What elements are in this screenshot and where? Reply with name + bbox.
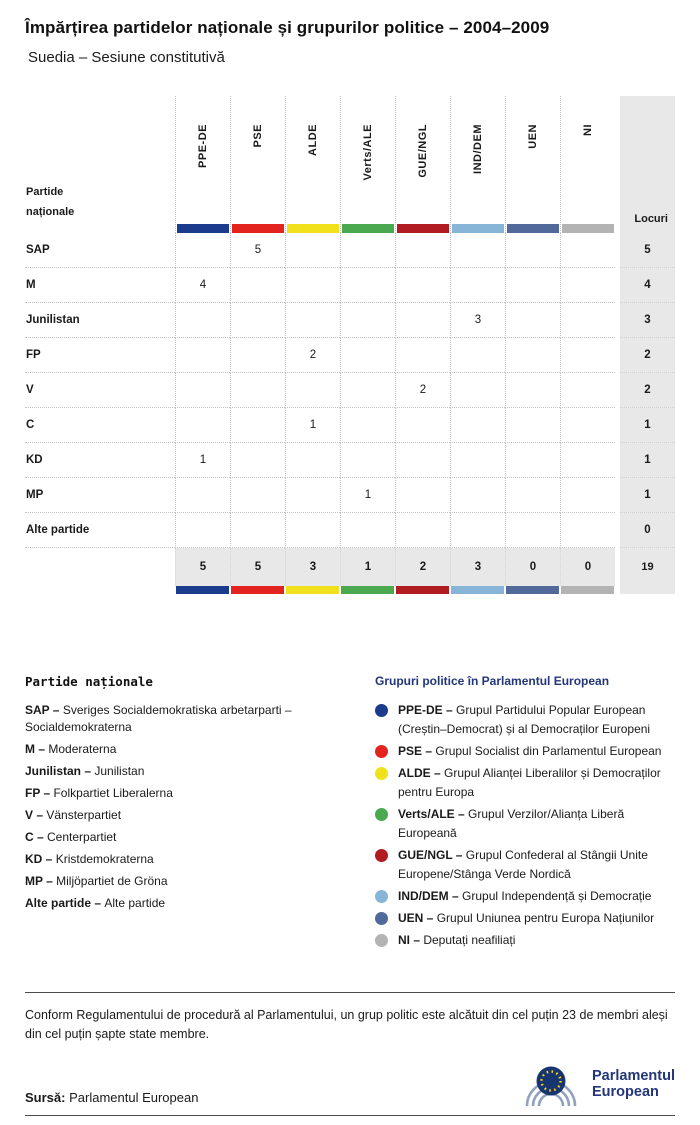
seat-value-cell: 4 — [175, 268, 230, 303]
seat-value-cell — [175, 338, 230, 373]
group-legend-item — [375, 887, 675, 906]
seat-value-cell — [230, 478, 285, 513]
group-total-cell: 0 — [505, 548, 560, 586]
group-legend-item — [375, 931, 675, 950]
party-name-cell: FP — [25, 338, 175, 373]
group-full-name: Grupul Socialist din Parlamentul European — [435, 744, 662, 758]
group-abbr: NI – — [398, 933, 424, 947]
bars-row-empty-cell — [25, 586, 175, 594]
group-color-dot — [375, 849, 388, 862]
party-abbr: KD – — [25, 852, 56, 866]
group-abbr: IND/DEM – — [398, 889, 463, 903]
party-abbr: Alte partide – — [25, 896, 105, 910]
seat-value-cell: 5 — [230, 233, 285, 268]
ep-logo-text — [592, 1068, 675, 1100]
legend-groups-list — [375, 701, 675, 950]
bottom-color-bar-cell — [340, 586, 395, 594]
seat-value-cell: 2 — [285, 338, 340, 373]
seat-value-cell — [450, 443, 505, 478]
party-seats-total-cell: 5 — [620, 233, 675, 268]
legend-parties-title: Partide naționale — [25, 674, 153, 689]
party-legend-item — [25, 741, 350, 758]
totals-row-empty-cell — [25, 548, 175, 586]
footnote-block — [25, 992, 675, 1045]
group-color-bar-bottom — [341, 586, 394, 594]
seat-value-cell — [230, 303, 285, 338]
group-color-dot — [375, 704, 388, 717]
legend-political-groups — [375, 674, 675, 953]
seat-value-cell — [395, 303, 450, 338]
group-legend-item — [375, 909, 675, 928]
seat-value-cell — [395, 338, 450, 373]
seat-value-cell — [285, 513, 340, 548]
seat-value-cell — [395, 268, 450, 303]
group-color-bar — [232, 224, 284, 233]
group-color-bar-bottom — [176, 586, 229, 594]
bottom-color-bar-cell — [230, 586, 285, 594]
party-name-cell: Junilistan — [25, 303, 175, 338]
seat-value-cell — [285, 268, 340, 303]
group-full-name: Grupul Independență și Democrație — [462, 889, 652, 903]
source-label: Sursă: — [25, 1090, 66, 1105]
ep-logo-text-line2: European — [592, 1084, 659, 1100]
group-color-bar — [287, 224, 339, 233]
seat-value-cell — [560, 478, 615, 513]
seat-value-cell — [230, 443, 285, 478]
party-abbr: SAP – — [25, 703, 63, 717]
group-name-label: IND/DEM — [472, 124, 484, 174]
party-legend-item — [25, 873, 350, 890]
party-name-cell: Alte partide — [25, 513, 175, 548]
seat-value-cell: 3 — [450, 303, 505, 338]
group-legend-text — [398, 931, 675, 950]
seat-value-cell — [450, 513, 505, 548]
group-total-cell: 2 — [395, 548, 450, 586]
seat-value-cell — [175, 408, 230, 443]
bottom-color-bar-cell — [560, 586, 615, 594]
seat-value-cell — [560, 303, 615, 338]
group-color-dot — [375, 890, 388, 903]
bottom-color-bar-cell — [175, 586, 230, 594]
seat-value-cell — [340, 373, 395, 408]
group-color-bar-bottom — [451, 586, 504, 594]
seat-value-cell — [560, 408, 615, 443]
group-legend-text — [398, 805, 675, 843]
group-full-name: Grupul Verzilor/Alianța Liberă Europeană — [398, 807, 625, 840]
seat-value-cell — [395, 443, 450, 478]
group-abbr: GUE/NGL – — [398, 848, 466, 862]
seat-value-cell — [230, 268, 285, 303]
group-legend-text — [398, 887, 675, 906]
seat-value-cell — [395, 513, 450, 548]
group-full-name: Deputați neafiliați — [423, 933, 516, 947]
seats-column-footer — [620, 586, 675, 594]
group-name-label: PPE-DE — [197, 124, 209, 168]
party-seats-total-cell: 1 — [620, 478, 675, 513]
group-color-dot — [375, 808, 388, 821]
party-seats-total-cell: 4 — [620, 268, 675, 303]
group-column-header — [175, 96, 230, 233]
seat-value-cell — [450, 478, 505, 513]
group-name-label: Verts/ALE — [362, 124, 374, 181]
group-legend-item — [375, 742, 675, 761]
party-full-name: Kristdemokraterna — [55, 852, 154, 866]
group-total-cell: 3 — [285, 548, 340, 586]
group-full-name: Grupul Partidului Popular European (Creștin–Democrat) și al Democraților Europeni — [398, 703, 651, 736]
group-column-header — [340, 96, 395, 233]
seat-value-cell — [285, 443, 340, 478]
seat-value-cell — [340, 513, 395, 548]
group-legend-item — [375, 701, 675, 739]
party-name-cell: KD — [25, 443, 175, 478]
seat-value-cell — [505, 268, 560, 303]
group-total-cell: 0 — [560, 548, 615, 586]
party-name-cell: SAP — [25, 233, 175, 268]
seat-value-cell — [450, 373, 505, 408]
grand-total-cell: 19 — [620, 548, 675, 586]
group-color-bar — [342, 224, 394, 233]
footnote-text: Conform Regulamentului de procedură al Parlamentului, un grup politic este alcătuit din cel puțin 23 de membri aleși din cel puțin șapte state membre. — [25, 1008, 668, 1042]
group-color-bar — [397, 224, 449, 233]
seat-value-cell: 2 — [395, 373, 450, 408]
seat-value-cell — [340, 443, 395, 478]
group-color-bar — [177, 224, 229, 233]
seat-value-cell — [340, 268, 395, 303]
seat-value-cell — [560, 338, 615, 373]
ep-logo-icon — [520, 1061, 582, 1107]
group-color-dot — [375, 767, 388, 780]
group-legend-item — [375, 764, 675, 802]
party-name-cell: M — [25, 268, 175, 303]
party-legend-item — [25, 763, 350, 780]
group-color-bar-bottom — [561, 586, 614, 594]
seat-value-cell — [340, 303, 395, 338]
party-full-name: Junilistan — [94, 764, 145, 778]
group-abbr: ALDE – — [398, 766, 445, 780]
bottom-color-bar-cell — [450, 586, 505, 594]
seat-value-cell — [175, 303, 230, 338]
source-row — [25, 1056, 675, 1116]
party-full-name: Folkpartiet Liberalerna — [53, 786, 173, 800]
national-parties-header-label: Partide naționale — [26, 186, 75, 219]
group-full-name: Grupul Uniunea pentru Europa Națiunilor — [436, 911, 655, 925]
group-column-header — [450, 96, 505, 233]
seat-value-cell — [505, 443, 560, 478]
group-name-label: NI — [582, 124, 594, 136]
party-legend-item — [25, 895, 350, 912]
party-abbr: V – — [25, 808, 47, 822]
seat-value-cell — [230, 408, 285, 443]
bottom-color-bar-cell — [395, 586, 450, 594]
seat-value-cell — [505, 513, 560, 548]
party-legend-item — [25, 702, 350, 736]
party-abbr: C – — [25, 830, 48, 844]
party-abbr: MP – — [25, 874, 57, 888]
seat-value-cell — [505, 233, 560, 268]
party-legend-item — [25, 851, 350, 868]
group-column-header — [230, 96, 285, 233]
party-seats-total-cell: 1 — [620, 443, 675, 478]
group-legend-item — [375, 805, 675, 843]
seat-value-cell — [175, 233, 230, 268]
group-color-bar-bottom — [506, 586, 559, 594]
party-full-name: Vänsterpartiet — [46, 808, 122, 822]
seats-header-label: Locuri — [634, 213, 668, 225]
seat-value-cell — [175, 478, 230, 513]
seat-value-cell — [340, 338, 395, 373]
party-full-name: Moderaterna — [48, 742, 117, 756]
seat-value-cell — [395, 478, 450, 513]
seat-value-cell — [285, 233, 340, 268]
group-legend-text — [398, 846, 675, 884]
group-color-bar-bottom — [396, 586, 449, 594]
party-full-name: Centerpartiet — [47, 830, 117, 844]
party-seats-total-cell: 1 — [620, 408, 675, 443]
group-name-label: ALDE — [307, 124, 319, 156]
seat-value-cell — [560, 443, 615, 478]
seat-value-cell — [450, 233, 505, 268]
group-total-cell: 3 — [450, 548, 505, 586]
seat-value-cell — [395, 408, 450, 443]
group-color-dot — [375, 745, 388, 758]
source-value: Parlamentul European — [69, 1090, 199, 1105]
group-abbr: PSE – — [398, 744, 436, 758]
seats-distribution-table — [25, 96, 675, 594]
party-name-cell: V — [25, 373, 175, 408]
seat-value-cell — [175, 513, 230, 548]
group-legend-text — [398, 909, 675, 928]
seats-column-header — [620, 96, 675, 233]
group-total-cell: 5 — [230, 548, 285, 586]
seat-value-cell — [285, 478, 340, 513]
page-subtitle: Suedia – Sesiune constitutivă — [28, 49, 225, 66]
group-color-dot — [375, 934, 388, 947]
seat-value-cell — [560, 373, 615, 408]
seat-value-cell — [560, 233, 615, 268]
group-color-dot — [375, 912, 388, 925]
seat-value-cell — [285, 373, 340, 408]
party-legend-item — [25, 785, 350, 802]
seat-value-cell: 1 — [285, 408, 340, 443]
seat-value-cell — [505, 338, 560, 373]
party-abbr: FP – — [25, 786, 54, 800]
group-column-header — [560, 96, 615, 233]
bottom-color-bar-cell — [285, 586, 340, 594]
seat-value-cell — [230, 513, 285, 548]
group-column-header — [395, 96, 450, 233]
group-color-bar-bottom — [231, 586, 284, 594]
seat-value-cell — [340, 233, 395, 268]
group-abbr: UEN – — [398, 911, 437, 925]
group-legend-text — [398, 764, 675, 802]
party-seats-total-cell: 0 — [620, 513, 675, 548]
page-title: Împărțirea partidelor naționale și grupurilor politice – 2004–2009 — [25, 18, 550, 37]
seat-value-cell — [560, 513, 615, 548]
seat-value-cell — [505, 373, 560, 408]
group-name-label: PSE — [252, 124, 264, 148]
group-color-bar — [452, 224, 504, 233]
seat-value-cell — [450, 408, 505, 443]
seat-value-cell — [285, 303, 340, 338]
legend-national-parties — [25, 674, 375, 953]
ep-logo-text-line1: Parlamentul — [592, 1067, 675, 1084]
bottom-color-bar-cell — [505, 586, 560, 594]
party-name-cell: MP — [25, 478, 175, 513]
party-name-cell: C — [25, 408, 175, 443]
group-color-bar — [562, 224, 614, 233]
seat-value-cell — [175, 373, 230, 408]
party-abbr: M – — [25, 742, 49, 756]
table-corner-cell — [25, 96, 175, 233]
seat-value-cell — [230, 338, 285, 373]
party-full-name: Miljöpartiet de Gröna — [56, 874, 168, 888]
seat-value-cell: 1 — [175, 443, 230, 478]
legend-section — [25, 674, 675, 953]
group-color-bar — [507, 224, 559, 233]
seat-value-cell — [230, 373, 285, 408]
legend-groups-title: Grupuri politice în Parlamentul European — [375, 674, 610, 688]
party-seats-total-cell: 3 — [620, 303, 675, 338]
seat-value-cell — [395, 233, 450, 268]
source-line — [25, 1090, 198, 1105]
ep-logo — [520, 1061, 675, 1107]
party-legend-item — [25, 807, 350, 824]
party-legend-item — [25, 829, 350, 846]
seat-value-cell — [560, 268, 615, 303]
seat-value-cell — [340, 408, 395, 443]
group-abbr: Verts/ALE – — [398, 807, 469, 821]
group-column-header — [505, 96, 560, 233]
seat-value-cell: 1 — [340, 478, 395, 513]
group-column-header — [285, 96, 340, 233]
party-full-name: Sveriges Socialdemokratiska arbetarparti – Socialdemokraterna — [25, 703, 292, 734]
party-full-name: Alte partide — [104, 896, 166, 910]
party-seats-total-cell: 2 — [620, 373, 675, 408]
group-legend-item — [375, 846, 675, 884]
party-seats-total-cell: 2 — [620, 338, 675, 373]
seat-value-cell — [450, 268, 505, 303]
group-full-name: Grupul Confederal al Stângii Unite Europene/Stânga Verde Nordică — [398, 848, 648, 881]
party-abbr: Junilistan – — [25, 764, 95, 778]
seat-value-cell — [505, 478, 560, 513]
seat-value-cell — [505, 408, 560, 443]
seat-value-cell — [505, 303, 560, 338]
group-legend-text — [398, 701, 675, 739]
group-name-label: UEN — [527, 124, 539, 149]
group-total-cell: 5 — [175, 548, 230, 586]
group-name-label: GUE/NGL — [417, 124, 429, 178]
group-color-bar-bottom — [286, 586, 339, 594]
legend-parties-list — [25, 702, 350, 912]
group-abbr: PPE-DE – — [398, 703, 457, 717]
group-total-cell: 1 — [340, 548, 395, 586]
group-full-name: Grupul Alianței Liberalilor și Democraților pentru Europa — [398, 766, 661, 799]
seat-value-cell — [450, 338, 505, 373]
group-legend-text — [398, 742, 675, 761]
